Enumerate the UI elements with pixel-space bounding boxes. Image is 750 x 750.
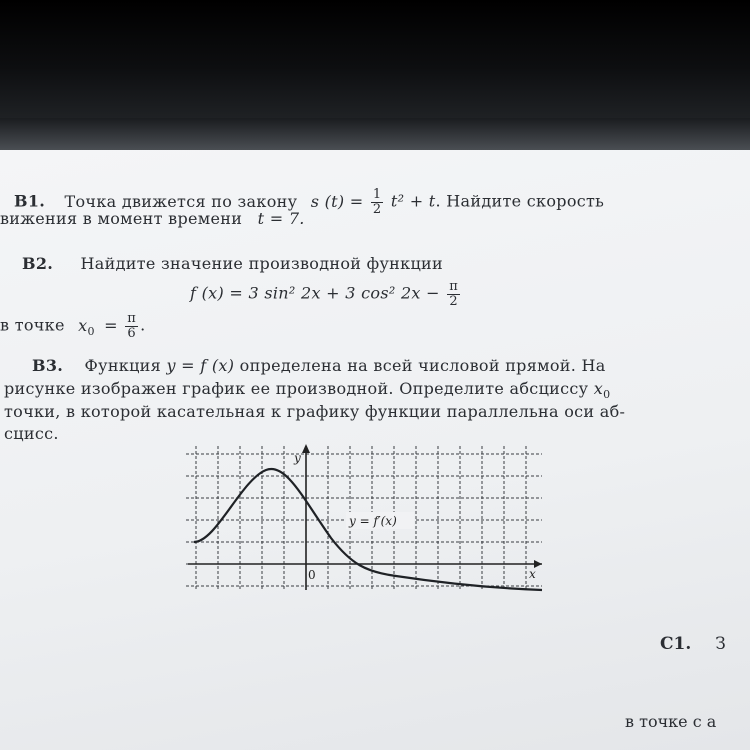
c1-label: C1. (660, 634, 692, 654)
b2-point-line (0, 312, 146, 340)
b3-line1-formula: y = f (x) (166, 356, 235, 375)
b1-formula-lhs: s (t) = (310, 191, 364, 211)
bottom-fragment: в точке с а (625, 712, 717, 731)
b3-line2-sub: 0 (603, 388, 611, 402)
b3-label: B3. (32, 356, 64, 375)
b3-line2-text: рисунке изображен график ее производной. Определите абсциссу (4, 379, 589, 398)
b3-line1 (32, 356, 606, 375)
b2-label: B2. (22, 254, 54, 273)
b2-formula: f (x) = 3 sin² 2x + 3 cos² 2x − (190, 283, 440, 303)
b2-eq: = (104, 315, 118, 335)
worksheet-page (0, 150, 750, 750)
origin-label: 0 (308, 568, 316, 582)
curve-label: y = f′(x) (349, 514, 397, 528)
b1-line2 (0, 209, 305, 228)
b2-x0-sub: 0 (87, 324, 95, 338)
b3-line4-text: сцисс. (4, 424, 59, 443)
b2-x0-den: 6 (127, 325, 136, 341)
b1-frac-den: 2 (372, 201, 382, 217)
b2-text: Найдите значение производной функции (80, 254, 443, 273)
b2-pi-den: 2 (449, 293, 458, 309)
b3-line3 (4, 402, 625, 421)
b1-line2-text: вижения в момент времени (0, 209, 243, 228)
b2-pi-num: π (449, 279, 459, 294)
b1-t-value: t = 7. (257, 209, 305, 228)
b2-pi-fraction (447, 280, 460, 308)
b3-line1-b: определена на всей числовой прямой. На (239, 356, 606, 375)
monitor-edge (0, 118, 750, 150)
b2-x0-num: π (127, 311, 137, 326)
b1-frac-num: 1 (372, 187, 382, 202)
b1-fraction (371, 188, 384, 216)
b3-line2 (4, 379, 610, 401)
b3-line1-a: Функция (84, 356, 162, 375)
b3-line4 (4, 424, 59, 443)
b2-end: . (140, 315, 146, 335)
b1-text: Точка движется по закону (64, 191, 298, 211)
c1-text: З (715, 634, 726, 654)
b2-point-text: в точке (0, 315, 65, 335)
y-axis-label: y (294, 451, 301, 465)
derivative-curve (194, 469, 542, 590)
b2-x0: x (78, 315, 88, 335)
c1-line (660, 634, 726, 654)
b2-formula-line (190, 280, 462, 308)
x-axis-label: x (529, 567, 536, 581)
b2-x0-fraction (125, 312, 138, 340)
derivative-graph (186, 442, 546, 592)
b3-line2-var: x (593, 379, 604, 398)
b2-line1 (22, 254, 443, 273)
y-axis-arrow-icon (302, 444, 310, 453)
b1-text2: . Найдите скорость (435, 191, 605, 211)
b3-line3-text: точки, в которой касательная к графику функции параллельна оси аб- (4, 402, 626, 421)
b1-label: B1. (14, 191, 46, 211)
b1-formula-rhs: t² + t (390, 191, 436, 211)
